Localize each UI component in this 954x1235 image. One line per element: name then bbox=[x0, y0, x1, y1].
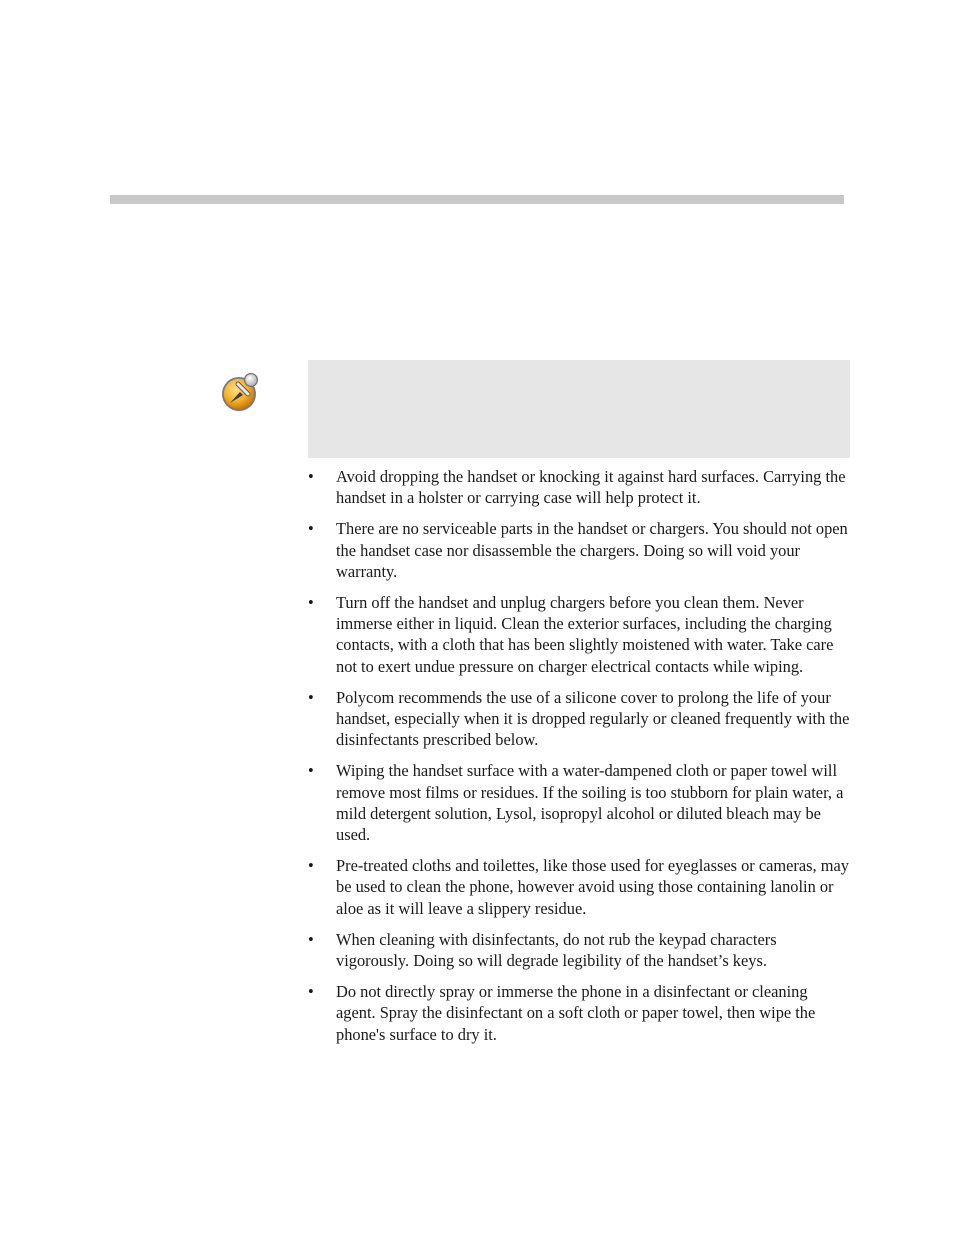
bullet-marker: • bbox=[308, 856, 314, 876]
bullet-marker: • bbox=[308, 761, 314, 781]
list-item-text: Polycom recommends the use of a silicone cover to prolong the life of your handset, especially when it is dropped regularly or cleaned frequently with the disinfectants prescribed below. bbox=[336, 687, 850, 750]
list-item bbox=[308, 981, 850, 1045]
list-item-text: Turn off the handset and unplug chargers before you clean them. Never immerse either in liquid. Clean the exterior surfaces, including the charging contacts, with a cloth that has been slightly moistened with water. Take care not to exert undue pressure on charger electrical contacts while wiping. bbox=[336, 593, 834, 676]
bullet-marker: • bbox=[308, 519, 314, 539]
list-item-text: There are no serviceable parts in the handset or chargers. You should not open the handset case nor disassemble the chargers. Doing so will void your warranty. bbox=[336, 519, 848, 581]
list-item-text: Pre-treated cloths and toilettes, like those used for eyeglasses or cameras, may be used to clean the phone, however avoid using those containing lanolin or aloe as it will leave a slippery residue. bbox=[336, 856, 849, 918]
list-item-text: When cleaning with disinfectants, do not rub the keypad characters vigorously. Doing so will degrade legibility of the handset’s keys. bbox=[336, 929, 777, 971]
list-item-text: Do not directly spray or immerse the phone in a disinfectant or cleaning agent. Spray the disinfectant on a soft cloth or paper towel, then wipe the phone's surface to dry it. bbox=[336, 982, 816, 1044]
list-item-text: Wiping the handset surface with a water-dampened cloth or paper towel will remove most films or residues. If the soiling is too stubborn for plain water, a mild detergent solution, Lysol, isopropyl alcohol or diluted bleach may be used. bbox=[336, 761, 844, 845]
list-item bbox=[308, 855, 850, 919]
list-item-text: Avoid dropping the handset or knocking it against hard surfaces. Carrying the handset in a holster or carrying case will help protect it. bbox=[336, 467, 846, 508]
pushpin-note-icon bbox=[218, 370, 264, 414]
bullet-marker: • bbox=[308, 467, 314, 486]
bullet-marker: • bbox=[308, 593, 314, 613]
bullet-marker: • bbox=[308, 929, 314, 949]
bullet-marker: • bbox=[308, 982, 314, 1002]
bullet-marker: • bbox=[308, 687, 314, 707]
list-item bbox=[308, 592, 850, 677]
list-item bbox=[308, 466, 850, 508]
note-box bbox=[308, 360, 850, 458]
list-item bbox=[308, 518, 850, 582]
section-divider bbox=[110, 195, 844, 204]
list-item bbox=[308, 760, 850, 845]
cleaning-guidelines-list bbox=[308, 466, 850, 1055]
list-item bbox=[308, 687, 850, 751]
list-item bbox=[308, 929, 850, 971]
